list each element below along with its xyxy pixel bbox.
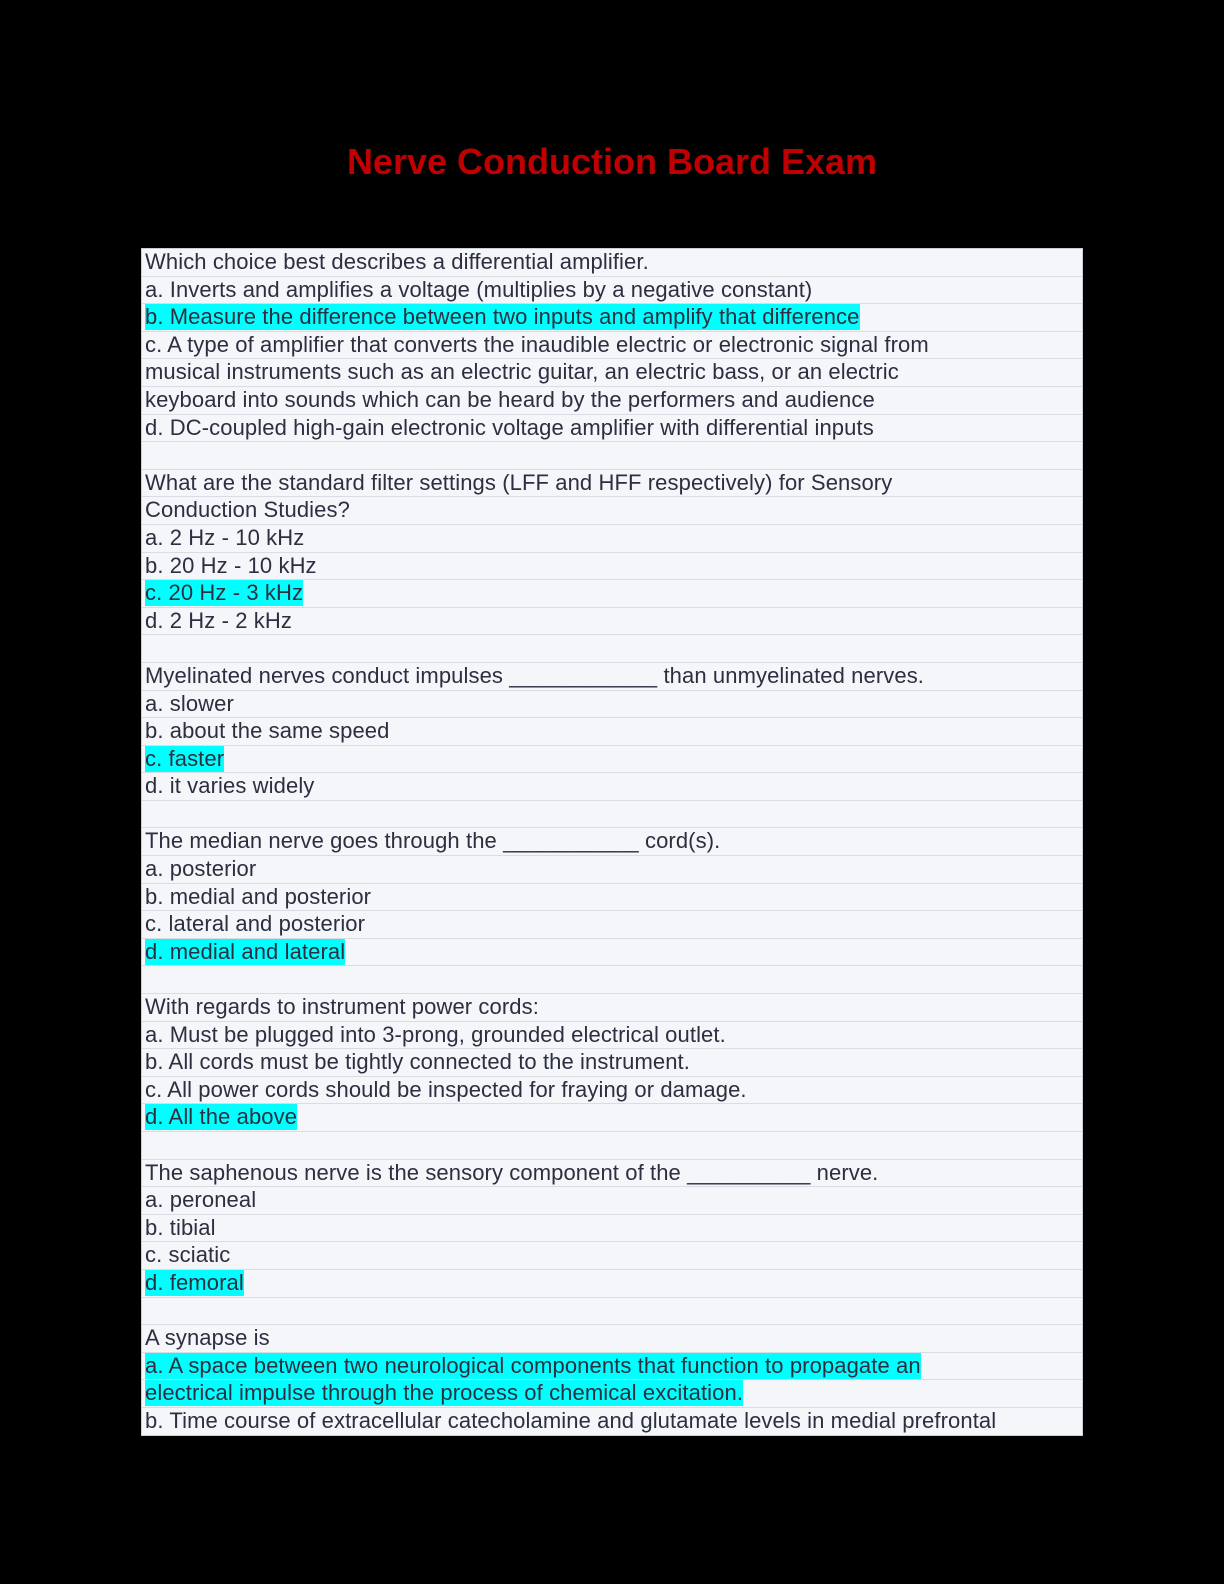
page-title: Nerve Conduction Board Exam [346, 141, 878, 182]
row-text: b. All cords must be tightly connected to the instrument. [145, 1049, 690, 1075]
sheet-row [142, 1242, 1082, 1270]
sheet-row [142, 1104, 1082, 1132]
exam-question-sheet [141, 248, 1083, 1436]
sheet-row [142, 304, 1082, 332]
sheet-row [142, 1380, 1082, 1408]
highlighted-answer: c. 20 Hz - 3 kHz [145, 580, 304, 606]
sheet-row [142, 525, 1082, 553]
row-text: b. Time course of extracellular catecholamine and glutamate levels in medial prefrontal [145, 1407, 997, 1433]
row-text: b. about the same speed [145, 718, 390, 744]
highlighted-answer: d. medial and lateral [145, 938, 346, 964]
sheet-row [142, 746, 1082, 774]
sheet-row [142, 580, 1082, 608]
sheet-row [142, 939, 1082, 967]
row-text: Myelinated nerves conduct impulses ____________ than unmyelinated nerves. [145, 662, 925, 688]
sheet-row [142, 1298, 1082, 1326]
sheet-row [142, 415, 1082, 443]
sheet-row [142, 1187, 1082, 1215]
sheet-row [142, 801, 1082, 829]
row-text: d. DC-coupled high-gain electronic voltage amplifier with differential inputs [145, 414, 874, 440]
sheet-row [142, 442, 1082, 470]
sheet-row [142, 773, 1082, 801]
sheet-row [142, 1325, 1082, 1353]
row-text: a. posterior [145, 856, 257, 882]
sheet-row [142, 359, 1082, 387]
row-text: Conduction Studies? [145, 497, 350, 523]
sheet-row [142, 277, 1082, 305]
row-text: Which choice best describes a differential amplifier. [145, 249, 649, 274]
sheet-row [142, 1408, 1082, 1436]
highlighted-answer: c. faster [145, 745, 225, 771]
row-text: With regards to instrument power cords: [145, 994, 539, 1020]
sheet-row [142, 663, 1082, 691]
highlighted-answer: b. Measure the difference between two inputs and amplify that difference [145, 304, 860, 330]
row-text: The saphenous nerve is the sensory component of the __________ nerve. [145, 1159, 879, 1185]
row-text: A synapse is [145, 1325, 270, 1351]
row-text: What are the standard filter settings (LFF and HFF respectively) for Sensory [145, 469, 893, 495]
sheet-row [142, 994, 1082, 1022]
sheet-row [142, 332, 1082, 360]
highlighted-answer: d. femoral [145, 1269, 244, 1295]
row-text: musical instruments such as an electric guitar, an electric bass, or an electric [145, 359, 899, 385]
row-text: a. peroneal [145, 1187, 257, 1213]
sheet-row [142, 1270, 1082, 1298]
sheet-row [142, 828, 1082, 856]
sheet-row [142, 1077, 1082, 1105]
sheet-row [142, 635, 1082, 663]
row-text: keyboard into sounds which can be heard by the performers and audience [145, 386, 875, 412]
sheet-row [142, 249, 1082, 277]
row-text: d. 2 Hz - 2 kHz [145, 607, 292, 633]
row-text: c. sciatic [145, 1242, 231, 1268]
sheet-row [142, 691, 1082, 719]
row-text: d. it varies widely [145, 773, 315, 799]
highlighted-answer: d. All the above [145, 1104, 298, 1130]
row-text: a. slower [145, 690, 234, 716]
sheet-row [142, 608, 1082, 636]
sheet-row [142, 470, 1082, 498]
sheet-row [142, 884, 1082, 912]
row-text: c. lateral and posterior [145, 911, 366, 937]
sheet-row [142, 1022, 1082, 1050]
highlighted-answer: a. A space between two neurological components that function to propagate an [145, 1352, 921, 1378]
sheet-row [142, 1160, 1082, 1188]
sheet-row [142, 966, 1082, 994]
highlighted-answer: electrical impulse through the process of chemical excitation. [145, 1380, 744, 1406]
sheet-row [142, 387, 1082, 415]
row-text: a. 2 Hz - 10 kHz [145, 524, 305, 550]
sheet-row [142, 856, 1082, 884]
row-text: b. 20 Hz - 10 kHz [145, 552, 317, 578]
row-text: c. A type of amplifier that converts the inaudible electric or electronic signal from [145, 331, 929, 357]
sheet-row [142, 1215, 1082, 1243]
row-text: b. medial and posterior [145, 883, 372, 909]
sheet-row [142, 1353, 1082, 1381]
row-text: a. Must be plugged into 3-prong, grounded electrical outlet. [145, 1021, 726, 1047]
sheet-row [142, 911, 1082, 939]
row-text: a. Inverts and amplifies a voltage (multiplies by a negative constant) [145, 276, 813, 302]
row-text: c. All power cords should be inspected for fraying or damage. [145, 1076, 747, 1102]
sheet-row [142, 1049, 1082, 1077]
row-text: The median nerve goes through the ___________ cord(s). [145, 828, 721, 854]
sheet-row [142, 553, 1082, 581]
sheet-row [142, 497, 1082, 525]
sheet-row [142, 1132, 1082, 1160]
row-text: b. tibial [145, 1214, 216, 1240]
sheet-row [142, 718, 1082, 746]
